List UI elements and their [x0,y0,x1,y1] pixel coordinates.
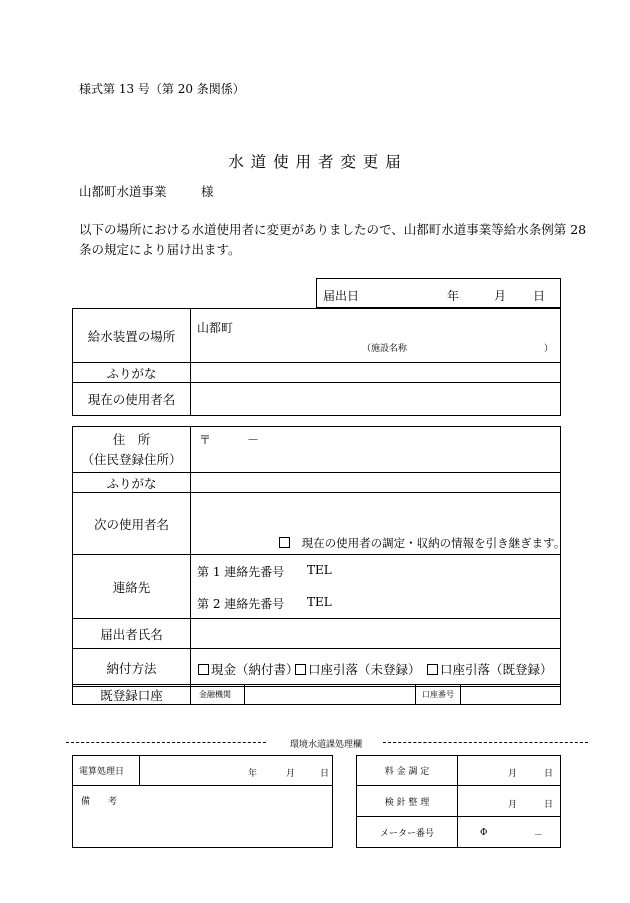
payment-unregistered-label: 口座引落（未登録） [308,662,421,677]
location-table [72,308,561,416]
computer-date-field[interactable] [140,756,333,786]
separator-left [66,742,266,743]
bank-label: 金融機関 [191,685,245,705]
furigana-label-1: ふりがな [73,363,191,383]
next-user-label: 次の使用者名 [73,493,191,555]
contact-1-label: 第 1 連絡先番号 [197,565,285,579]
payment-field [191,649,561,687]
address-label-cell [73,427,191,473]
location-field[interactable] [191,309,561,363]
address-label: 住 所 [112,431,151,447]
payment-option-cash[interactable] [198,660,299,678]
submitter-field[interactable] [191,619,561,649]
remarks-label: 備 考 [81,797,118,807]
current-user-label: 現在の使用者名 [73,383,191,416]
meter-day-label: 日 [544,800,554,810]
payment-registered-checkbox[interactable] [427,664,438,675]
inherit-option[interactable] [279,535,565,551]
next-user-field[interactable] [191,493,566,555]
office-right-table [356,755,561,848]
current-user-field[interactable] [191,383,561,416]
contact-1-tel: TEL [307,563,332,577]
form-title: 水 道 使 用 者 変 更 届 [228,153,402,171]
intro-line-2: 条の規定により届け出ます。 [79,242,241,257]
bank-field[interactable] [245,685,416,705]
computer-date-label: 電算処理日 [73,756,140,786]
honorific: 様 [201,184,214,199]
meter-dash: － [534,831,544,841]
furigana-field-2[interactable] [191,473,561,493]
computer-year-label: 年 [248,769,258,779]
contact-label: 連絡先 [73,555,191,619]
postal-dash: － [247,433,260,447]
submission-date-label: 届出日 [323,289,360,303]
submission-date-field[interactable] [317,279,561,308]
furigana-label-2: ふりがな [73,473,191,493]
fee-day-label: 日 [544,769,554,779]
location-value: 山都町 [197,321,234,335]
separator-right [383,742,588,743]
fee-month-label: 月 [508,769,518,779]
payment-registered-label: 口座引落（既登録） [440,662,553,677]
meter-no-field[interactable] [458,817,561,848]
remarks-field[interactable] [73,786,333,848]
month-label: 月 [494,289,507,303]
postal-mark: 〒 [199,433,212,447]
form-number: 様式第 13 号（第 20 条関係） [79,82,245,96]
contact-2-label: 第 2 連絡先番号 [197,597,285,611]
payment-option-registered[interactable] [427,660,553,678]
phi-symbol: Φ [480,828,488,838]
date-row [316,278,561,308]
day-label: 日 [533,289,546,303]
payment-label: 納付方法 [73,649,191,687]
facility-close: ） [544,344,554,354]
meter-check-label: 検 針 整 理 [357,786,458,817]
account-label: 既登録口座 [73,685,191,705]
inherit-checkbox[interactable] [279,537,290,548]
meter-check-field[interactable] [458,786,561,817]
contact-2-tel: TEL [307,595,332,609]
account-no-label: 口座番号 [416,685,461,705]
addressee: 山都町水道事業 [79,184,167,199]
meter-no-label: メーター番号 [357,817,458,848]
payment-unregistered-checkbox[interactable] [295,664,306,675]
office-left-table [72,755,333,848]
office-section-title: 環境水道課処理欄 [289,740,362,750]
fee-label: 料 金 調 定 [357,756,458,786]
address-field[interactable] [191,427,561,473]
meter-month-label: 月 [508,800,518,810]
payment-option-unregistered[interactable] [295,660,421,678]
submitter-label: 届出者氏名 [73,619,191,649]
computer-month-label: 月 [286,769,296,779]
account-no-field[interactable] [461,685,561,705]
computer-day-label: 日 [320,769,330,779]
payment-cash-label: 現金（納付書） [211,662,299,677]
facility-note: （施設名称 [362,344,408,354]
inherit-note: 現在の使用者の調定・収納の情報を引き継ぎます。 [301,536,566,550]
year-label: 年 [447,289,460,303]
account-row [72,684,561,705]
new-user-table [72,426,566,687]
address-sublabel: （住民登録住所） [81,451,182,467]
furigana-field-1[interactable] [191,363,561,383]
fee-field[interactable] [458,756,561,786]
intro-line-1: 以下の場所における水道使用者に変更がありましたので、山都町水道事業等給水条例第 28 [79,222,587,237]
location-label: 給水装置の場所 [73,309,191,363]
contact-field[interactable] [191,555,561,619]
payment-cash-checkbox[interactable] [198,664,209,675]
